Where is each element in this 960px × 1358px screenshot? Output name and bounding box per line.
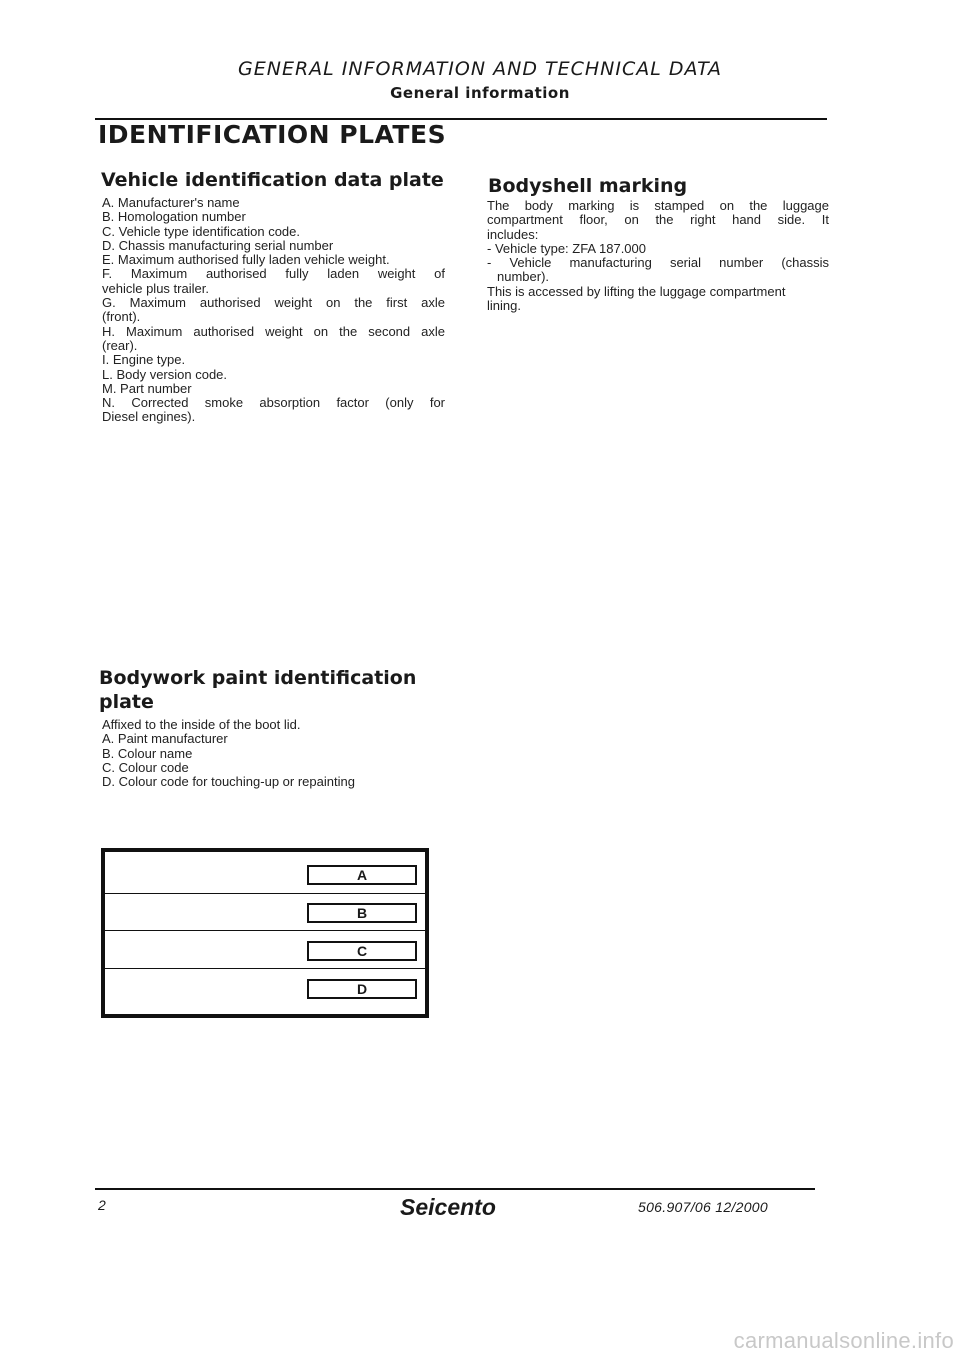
vehicle-plate-line: D. Chassis manufacturing serial number	[102, 237, 334, 253]
bodyshell-line: compartment floor, on the right hand side. It	[487, 212, 829, 228]
paint-plate-heading	[99, 666, 416, 714]
paint-plate-line: Affixed to the inside of the boot lid.	[102, 717, 301, 732]
bodyshell-line: lining.	[487, 298, 521, 314]
paint-plate-line: D. Colour code for touching-up or repainting	[102, 774, 355, 790]
header-subtitle: General information	[390, 84, 570, 102]
vehicle-plate-heading: Vehicle identification data plate	[101, 169, 444, 191]
watermark: carmanualsonline.info	[733, 1328, 954, 1353]
document-code: 506.907/06 12/2000	[638, 1199, 768, 1215]
paint-plate-diagram	[101, 848, 429, 1018]
bodyshell-line: number).	[497, 269, 550, 285]
paint-plate-heading-line: plate	[99, 691, 154, 713]
bodyshell-text	[487, 199, 829, 313]
vehicle-plate-line: Diesel engines).	[102, 409, 196, 425]
vehicle-plate-line: N. Corrected smoke absorption factor (only for	[102, 395, 445, 411]
plate-label-b: B	[307, 903, 417, 923]
vehicle-plate-text	[102, 196, 445, 425]
vehicle-plate-line: vehicle plus trailer.	[102, 280, 209, 296]
paint-plate-line: C. Colour code	[102, 759, 189, 775]
vehicle-plate-line: A. Manufacturer's name	[102, 195, 240, 210]
bodyshell-line: - Vehicle manufacturing serial number (chassis	[487, 255, 829, 271]
vehicle-plate-line: B. Homologation number	[102, 209, 246, 225]
plate-label-c: C	[307, 941, 417, 961]
plate-divider	[105, 930, 425, 931]
header-title: GENERAL INFORMATION AND TECHNICAL DATA	[238, 58, 722, 80]
plate-divider	[105, 893, 425, 894]
vehicle-plate-line: (rear).	[102, 337, 138, 353]
paint-plate-heading-line: Bodywork paint identification	[99, 667, 417, 689]
bodyshell-line: The body marking is stamped on the luggage	[487, 198, 829, 213]
plate-label-a: A	[307, 865, 417, 885]
vehicle-plate-line: (front).	[102, 309, 141, 325]
bodyshell-line: This is accessed by lifting the luggage compartment	[487, 283, 786, 299]
vehicle-plate-line: I. Engine type.	[102, 352, 186, 368]
vehicle-plate-line: G. Maximum authorised weight on the first axle	[102, 295, 445, 311]
plate-label-d: D	[307, 979, 417, 999]
vehicle-plate-line: E. Maximum authorised fully laden vehicle weight.	[102, 252, 390, 268]
page-number: 2	[98, 1197, 106, 1213]
plate-divider	[105, 968, 425, 969]
vehicle-plate-line: F. Maximum authorised fully laden weight of	[102, 266, 445, 282]
footer-rule	[95, 1188, 815, 1190]
paint-plate-text	[102, 718, 432, 789]
bodyshell-line: - Vehicle type: ZFA 187.000	[487, 240, 646, 256]
footer-brand: Seicento	[400, 1194, 496, 1220]
vehicle-plate-line: L. Body version code.	[102, 366, 228, 382]
bodyshell-heading: Bodyshell marking	[488, 175, 688, 197]
paint-plate-line: A. Paint manufacturer	[102, 731, 228, 747]
paint-plate-line: B. Colour name	[102, 745, 193, 761]
vehicle-plate-line: M. Part number	[102, 380, 192, 396]
vehicle-plate-line: C. Vehicle type identification code.	[102, 223, 301, 239]
bodyshell-line: includes:	[487, 226, 539, 242]
page-title: IDENTIFICATION PLATES	[98, 120, 447, 149]
vehicle-plate-line: H. Maximum authorised weight on the second axle	[102, 323, 445, 339]
